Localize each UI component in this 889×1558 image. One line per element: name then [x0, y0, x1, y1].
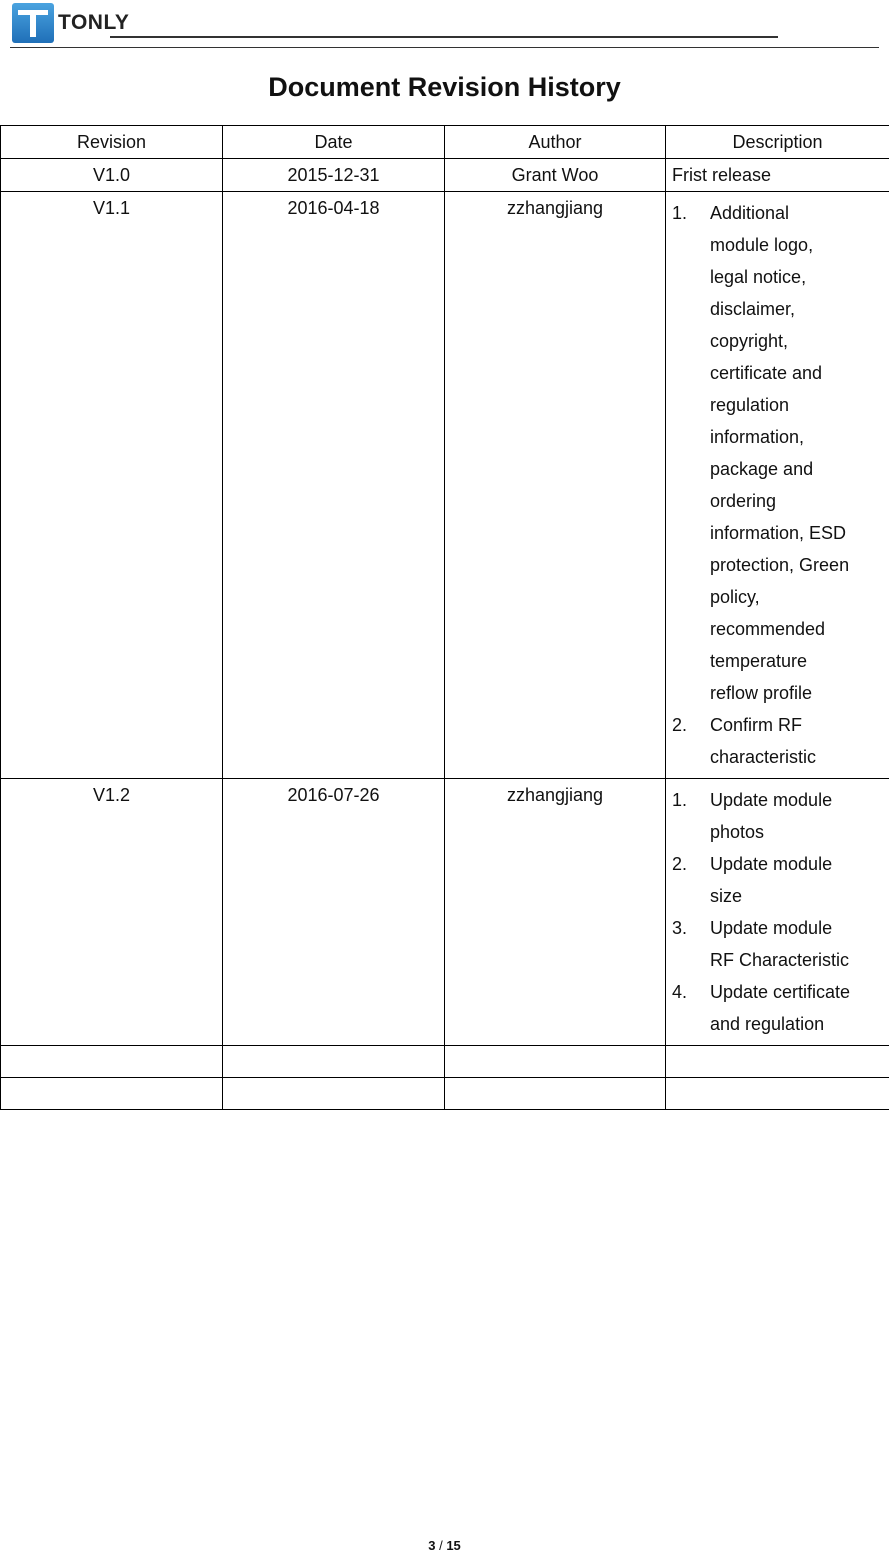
item-line: certificate and	[710, 363, 823, 383]
table-header-row	[1, 126, 889, 159]
item-number: 1.	[672, 203, 688, 223]
item-line: characteristic	[710, 747, 817, 767]
item-line: Update module	[710, 918, 833, 938]
item-line: RF Characteristic	[710, 950, 850, 970]
item-line: Additional	[710, 203, 790, 223]
page-title: Document Revision History	[268, 72, 621, 102]
author-cell: Grant Woo	[445, 159, 666, 192]
column-header-revision: Revision	[1, 126, 223, 159]
column-header-author: Author	[445, 126, 666, 159]
empty-cell	[1, 1046, 223, 1078]
item-line: legal notice,	[710, 267, 807, 287]
item-line: disclaimer,	[710, 299, 796, 319]
page-current: 3	[428, 1538, 436, 1553]
page-number	[0, 1538, 889, 1553]
item-number: 2.	[672, 854, 688, 874]
revision-cell: V1.2	[1, 779, 223, 1046]
page-total: 15	[446, 1538, 461, 1553]
item-line: copyright,	[710, 331, 789, 351]
description-list	[672, 197, 883, 773]
column-header-date: Date	[223, 126, 445, 159]
item-line: temperature	[710, 651, 808, 671]
item-line: Update certificate	[710, 982, 851, 1002]
description-text: Frist release	[672, 165, 772, 185]
page-separator: /	[439, 1538, 443, 1553]
description-item	[672, 784, 883, 848]
table-body	[1, 159, 889, 1110]
author-cell: zzhangjiang	[445, 192, 666, 779]
item-number: 3.	[672, 918, 688, 938]
empty-table-row	[1, 1078, 889, 1110]
empty-cell	[223, 1078, 445, 1110]
item-number: 1.	[672, 790, 688, 810]
column-header-description: Description	[666, 126, 889, 159]
table-row	[1, 159, 889, 192]
description-item	[672, 976, 883, 1040]
date-cell: 2015-12-31	[223, 159, 445, 192]
empty-cell	[666, 1046, 889, 1078]
item-line: Confirm RF	[710, 715, 803, 735]
empty-cell	[223, 1046, 445, 1078]
empty-table-row	[1, 1046, 889, 1078]
item-line: package and	[710, 459, 814, 479]
description-cell	[666, 779, 889, 1046]
item-line: information, ESD	[710, 523, 847, 543]
header-divider	[10, 47, 879, 48]
empty-cell	[445, 1078, 666, 1110]
item-line: ordering	[710, 491, 777, 511]
logo-text: TONLY	[58, 11, 130, 34]
description-item	[672, 848, 883, 912]
description-cell	[666, 192, 889, 779]
date-cell: 2016-07-26	[223, 779, 445, 1046]
item-number: 2.	[672, 715, 688, 735]
item-line: regulation	[710, 395, 790, 415]
header-underline	[110, 36, 778, 38]
revision-table	[0, 125, 889, 1110]
description-item	[672, 912, 883, 976]
table-row	[1, 779, 889, 1046]
description-item	[672, 197, 883, 709]
description-item	[672, 709, 883, 773]
item-line: recommended	[710, 619, 826, 639]
item-line: policy,	[710, 587, 760, 607]
item-line: Update module	[710, 790, 833, 810]
item-line: information,	[710, 427, 805, 447]
item-line: size	[710, 886, 743, 906]
revision-cell: V1.0	[1, 159, 223, 192]
item-number: 4.	[672, 982, 688, 1002]
item-line: module logo,	[710, 235, 814, 255]
item-line: photos	[710, 822, 765, 842]
empty-cell	[445, 1046, 666, 1078]
date-cell: 2016-04-18	[223, 192, 445, 779]
empty-cell	[666, 1078, 889, 1110]
item-line: and regulation	[710, 1014, 825, 1034]
description-cell	[666, 159, 889, 192]
page-header	[0, 0, 889, 50]
item-line: Update module	[710, 854, 833, 874]
table-row	[1, 192, 889, 779]
empty-cell	[1, 1078, 223, 1110]
tonly-logo-icon	[12, 3, 54, 43]
item-line: protection, Green	[710, 555, 850, 575]
revision-cell: V1.1	[1, 192, 223, 779]
item-line: reflow profile	[710, 683, 813, 703]
description-list	[672, 784, 883, 1040]
author-cell: zzhangjiang	[445, 779, 666, 1046]
